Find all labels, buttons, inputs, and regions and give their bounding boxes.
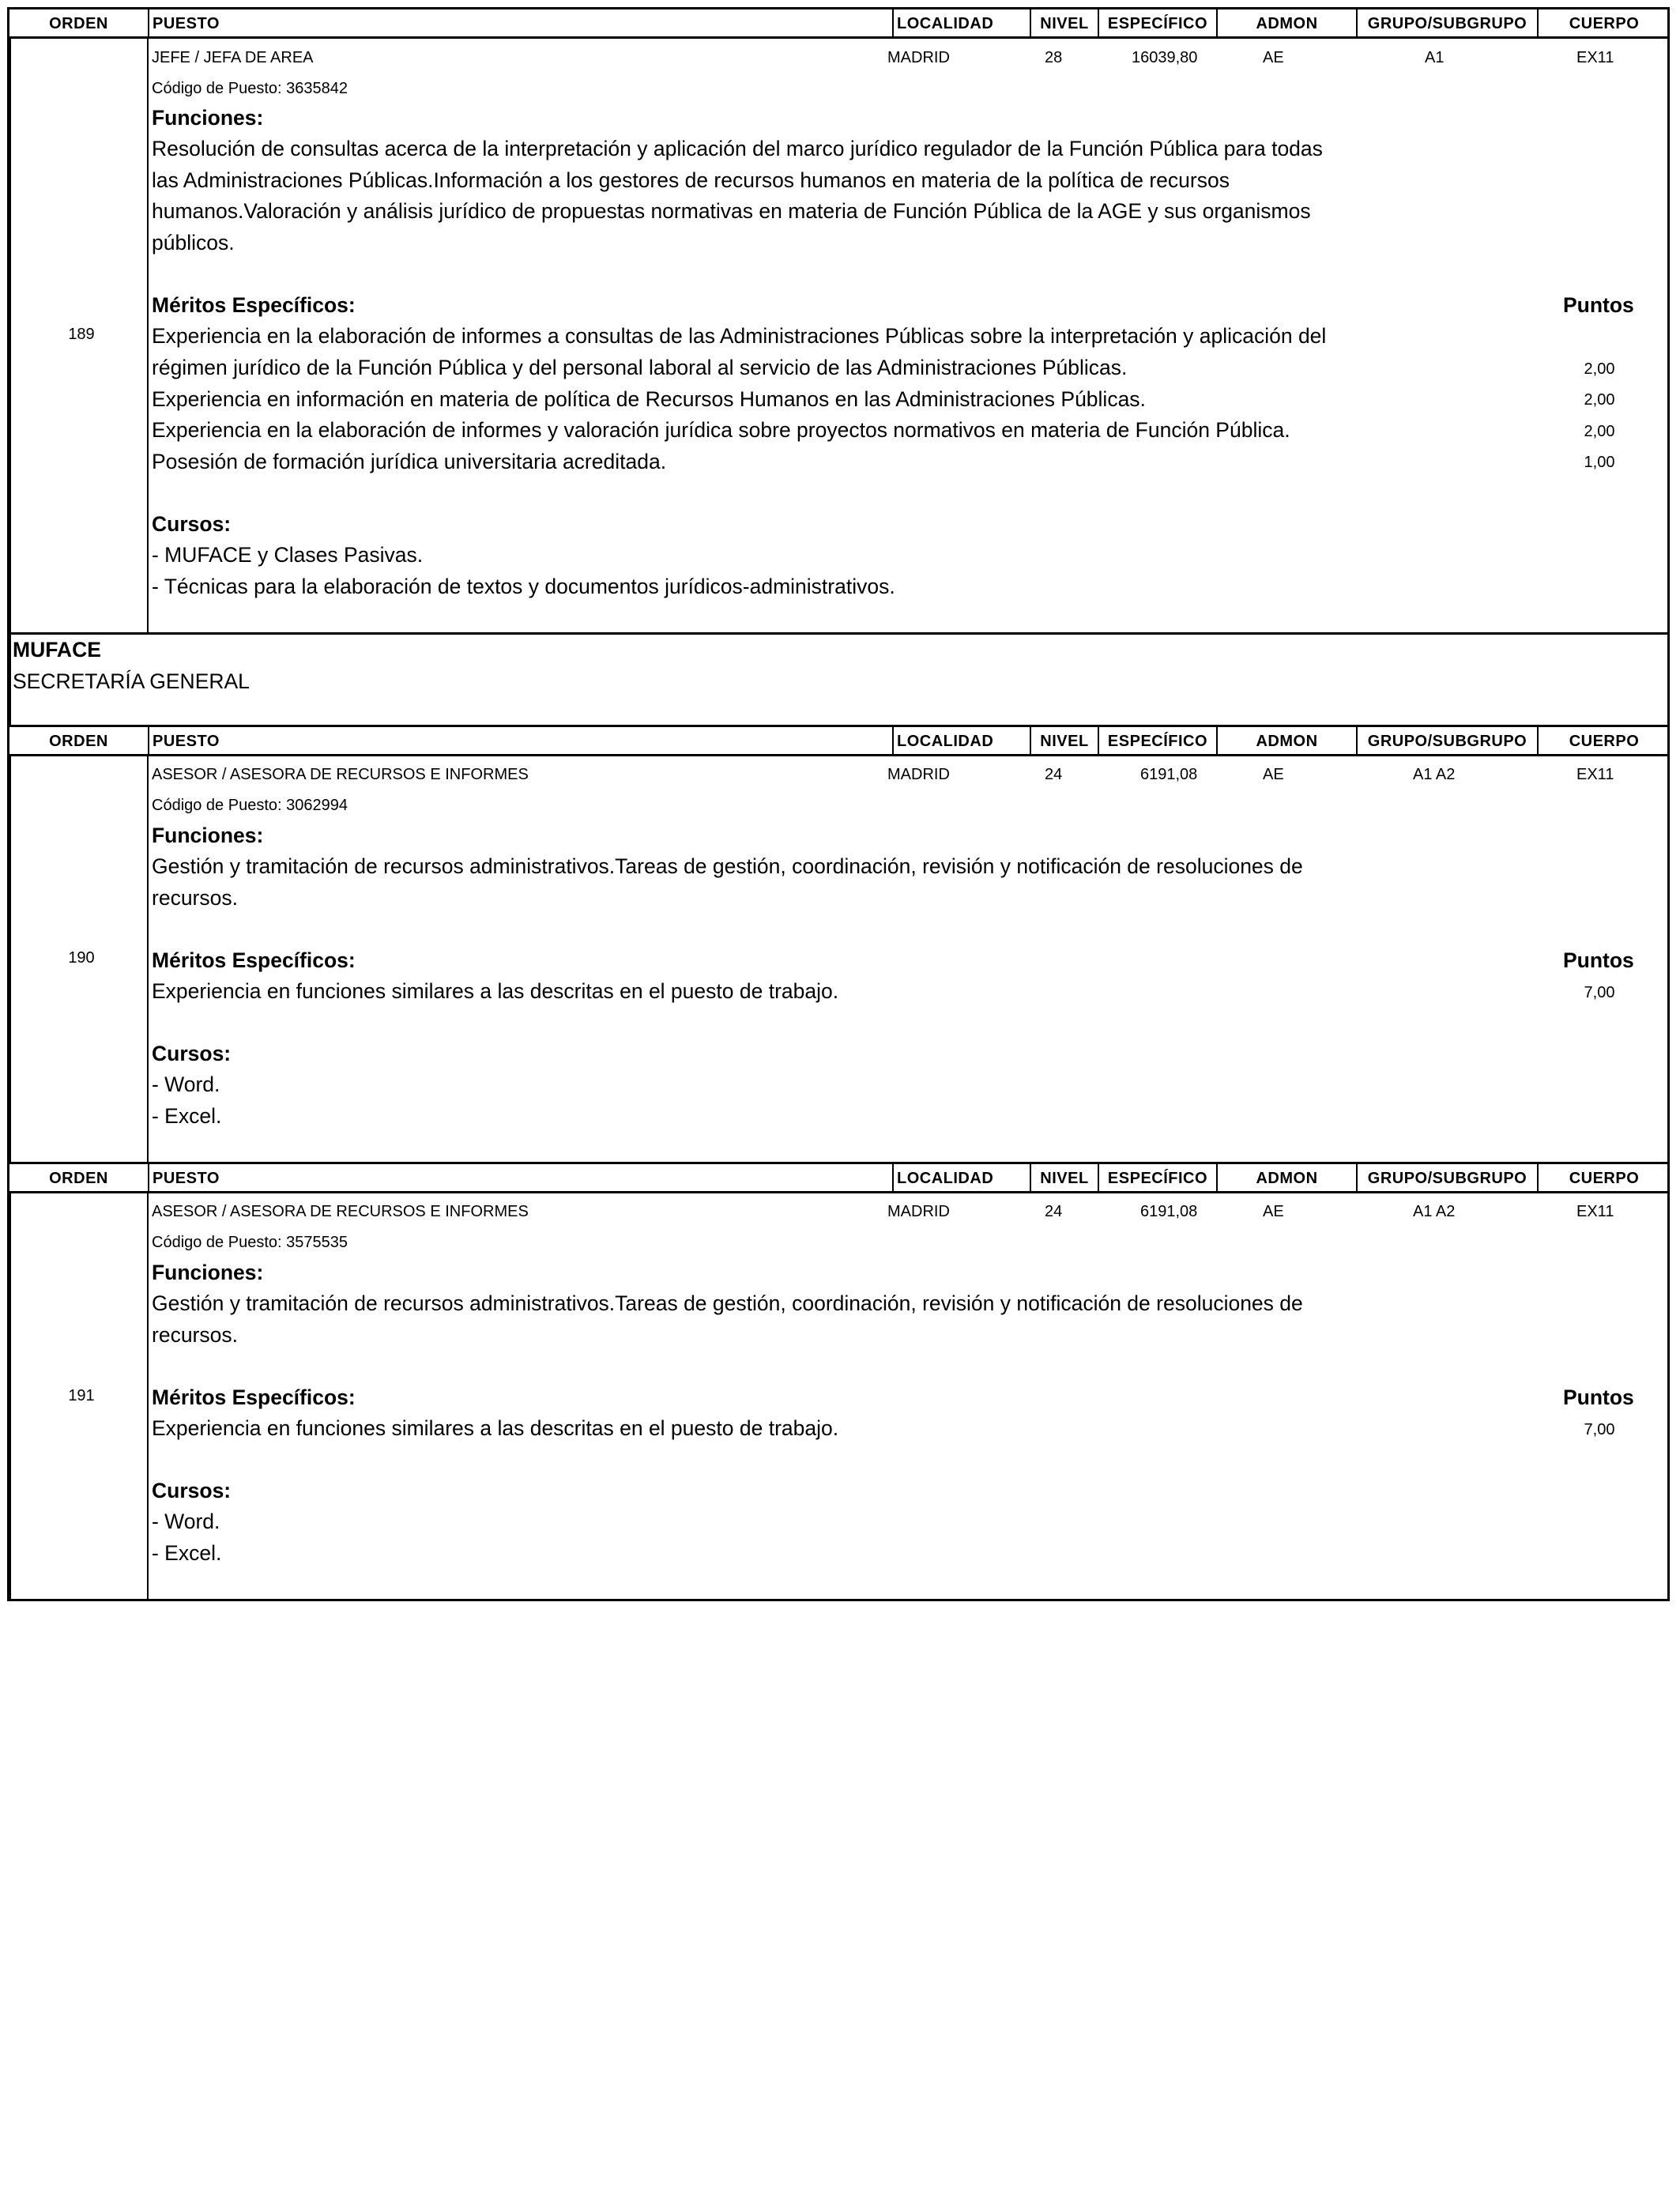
puntos-value: 2,00 bbox=[1584, 423, 1615, 440]
table-header-191 bbox=[7, 1162, 1670, 1193]
grupo-value: A1 A2 bbox=[1413, 766, 1456, 783]
orden-number: 190 bbox=[68, 949, 95, 967]
funciones-label: Funciones: bbox=[152, 106, 264, 130]
codigo-puesto bbox=[152, 797, 348, 815]
header-orden: ORDEN bbox=[9, 1164, 149, 1191]
puntos-label: Puntos bbox=[1563, 293, 1634, 317]
header-orden: ORDEN bbox=[9, 9, 149, 36]
cursos-label: Cursos: bbox=[152, 1479, 232, 1502]
puntos-value: 2,00 bbox=[1584, 360, 1615, 378]
header-nivel: NIVEL bbox=[1031, 1164, 1099, 1191]
puntos-label: Puntos bbox=[1563, 1385, 1634, 1409]
nivel-value: 28 bbox=[1045, 49, 1063, 66]
section-unit: SECRETARÍA GENERAL bbox=[13, 669, 250, 693]
puntos-label: Puntos bbox=[1563, 948, 1634, 972]
codigo-value: 3575535 bbox=[286, 1234, 348, 1251]
puesto-title: ASESOR / ASESORA DE RECURSOS E INFORMES bbox=[152, 766, 529, 783]
header-cuerpo: CUERPO bbox=[1569, 1170, 1640, 1187]
header-puesto: PUESTO bbox=[149, 9, 894, 36]
admon-value: AE bbox=[1263, 49, 1284, 66]
localidad-value: MADRID bbox=[887, 766, 950, 783]
header-puesto: PUESTO bbox=[149, 1164, 894, 1191]
cuerpo-value: EX11 bbox=[1576, 1203, 1614, 1220]
admon-value: AE bbox=[1263, 766, 1284, 783]
column-divider bbox=[147, 1193, 149, 1600]
merito-line: Experiencia en la elaboración de informes a consultas de las Administraciones Públicas sobre la interpretación y aplicación del bbox=[152, 324, 1327, 348]
section-block bbox=[7, 633, 1670, 726]
header-especifico: ESPECÍFICO bbox=[1099, 1164, 1218, 1191]
puesto-title: JEFE / JEFA DE AREA bbox=[152, 49, 314, 66]
funciones-line: las Administraciones Públicas.Información a los gestores de recursos humanos en materia de la política de recursos bbox=[152, 168, 1230, 192]
puntos-value: 2,00 bbox=[1584, 391, 1615, 409]
merito-line: Posesión de formación jurídica universitaria acreditada. bbox=[152, 450, 667, 473]
orden-number: 189 bbox=[68, 326, 95, 343]
header-admon: ADMON bbox=[1218, 9, 1358, 36]
header-grupo: GRUPO/SUBGRUPO bbox=[1358, 1164, 1539, 1191]
puntos-value: 1,00 bbox=[1584, 454, 1615, 471]
table-header-189 bbox=[7, 7, 1670, 39]
localidad-value: MADRID bbox=[887, 1203, 950, 1220]
especifico-value: 16039,80 bbox=[1132, 49, 1198, 66]
localidad-value: MADRID bbox=[887, 49, 950, 66]
header-localidad: LOCALIDAD bbox=[894, 9, 1031, 36]
codigo-value: 3635842 bbox=[286, 80, 348, 97]
meritos-label: Méritos Específicos: bbox=[152, 1385, 356, 1409]
header-orden: ORDEN bbox=[9, 727, 149, 754]
header-cuerpo: CUERPO bbox=[1569, 15, 1640, 32]
table-header-190 bbox=[7, 725, 1670, 756]
header-nivel: NIVEL bbox=[1031, 727, 1099, 754]
funciones-label: Funciones: bbox=[152, 1261, 264, 1284]
puntos-value: 7,00 bbox=[1584, 984, 1615, 1001]
curso-line: - Excel. bbox=[152, 1541, 222, 1565]
section-org: MUFACE bbox=[13, 638, 101, 662]
cursos-label: Cursos: bbox=[152, 1042, 232, 1065]
especifico-value: 6191,08 bbox=[1140, 766, 1198, 783]
nivel-value: 24 bbox=[1045, 1203, 1063, 1220]
codigo-value: 3062994 bbox=[286, 797, 348, 814]
funciones-line: recursos. bbox=[152, 1323, 238, 1347]
merito-line: régimen jurídico de la Función Pública y del personal laboral al servicio de las Administraciones Públicas. bbox=[152, 356, 1128, 379]
header-puesto: PUESTO bbox=[149, 727, 894, 754]
merito-line: Experiencia en información en materia de política de Recursos Humanos en las Administraciones Públicas. bbox=[152, 387, 1146, 411]
codigo-label: Código de Puesto: bbox=[152, 80, 282, 97]
header-localidad: LOCALIDAD bbox=[894, 1164, 1031, 1191]
header-grupo: GRUPO/SUBGRUPO bbox=[1358, 9, 1539, 36]
funciones-line: Gestión y tramitación de recursos administrativos.Tareas de gestión, coordinación, revisión y notificación de resoluciones de bbox=[152, 1291, 1303, 1315]
codigo-label: Código de Puesto: bbox=[152, 797, 282, 814]
puesto-title: ASESOR / ASESORA DE RECURSOS E INFORMES bbox=[152, 1203, 529, 1220]
codigo-label: Código de Puesto: bbox=[152, 1234, 282, 1251]
codigo-puesto bbox=[152, 80, 348, 98]
header-admon: ADMON bbox=[1218, 1164, 1358, 1191]
column-divider bbox=[147, 756, 149, 1163]
curso-line: - Técnicas para la elaboración de textos y documentos jurídicos-administrativos. bbox=[152, 575, 895, 598]
curso-line: - Excel. bbox=[152, 1104, 222, 1128]
merito-line: Experiencia en funciones similares a las descritas en el puesto de trabajo. bbox=[152, 1416, 839, 1440]
merito-line: Experiencia en funciones similares a las descritas en el puesto de trabajo. bbox=[152, 979, 839, 1003]
curso-line: - MUFACE y Clases Pasivas. bbox=[152, 543, 424, 567]
header-admon: ADMON bbox=[1218, 727, 1358, 754]
puntos-value: 7,00 bbox=[1584, 1421, 1615, 1438]
grupo-value: A1 bbox=[1425, 49, 1445, 66]
header-especifico: ESPECÍFICO bbox=[1099, 9, 1218, 36]
especifico-value: 6191,08 bbox=[1140, 1203, 1198, 1220]
nivel-value: 24 bbox=[1045, 766, 1063, 783]
funciones-line: públicos. bbox=[152, 231, 235, 254]
cursos-label: Cursos: bbox=[152, 512, 232, 536]
meritos-label: Méritos Específicos: bbox=[152, 948, 356, 972]
header-nivel: NIVEL bbox=[1031, 9, 1099, 36]
header-cuerpo: CUERPO bbox=[1569, 733, 1640, 750]
funciones-line: recursos. bbox=[152, 886, 238, 910]
column-divider bbox=[147, 39, 149, 633]
grupo-value: A1 A2 bbox=[1413, 1203, 1456, 1220]
funciones-label: Funciones: bbox=[152, 824, 264, 847]
curso-line: - Word. bbox=[152, 1072, 220, 1096]
orden-number: 191 bbox=[68, 1387, 95, 1404]
merito-line: Experiencia en la elaboración de informes y valoración jurídica sobre proyectos normativos en materia de Función Pública. bbox=[152, 418, 1290, 442]
funciones-line: humanos.Valoración y análisis jurídico de propuestas normativas en materia de Función Pública de la AGE y sus organismos bbox=[152, 199, 1311, 223]
codigo-puesto bbox=[152, 1234, 348, 1252]
funciones-line: Resolución de consultas acerca de la interpretación y aplicación del marco jurídico regulador de la Función Pública para todas bbox=[152, 137, 1323, 160]
funciones-line: Gestión y tramitación de recursos administrativos.Tareas de gestión, coordinación, revisión y notificación de resoluciones de bbox=[152, 854, 1303, 878]
curso-line: - Word. bbox=[152, 1510, 220, 1533]
admon-value: AE bbox=[1263, 1203, 1284, 1220]
meritos-label: Méritos Específicos: bbox=[152, 293, 356, 317]
cuerpo-value: EX11 bbox=[1576, 766, 1614, 783]
header-grupo: GRUPO/SUBGRUPO bbox=[1358, 727, 1539, 754]
header-especifico: ESPECÍFICO bbox=[1099, 727, 1218, 754]
header-localidad: LOCALIDAD bbox=[894, 727, 1031, 754]
cuerpo-value: EX11 bbox=[1576, 49, 1614, 66]
